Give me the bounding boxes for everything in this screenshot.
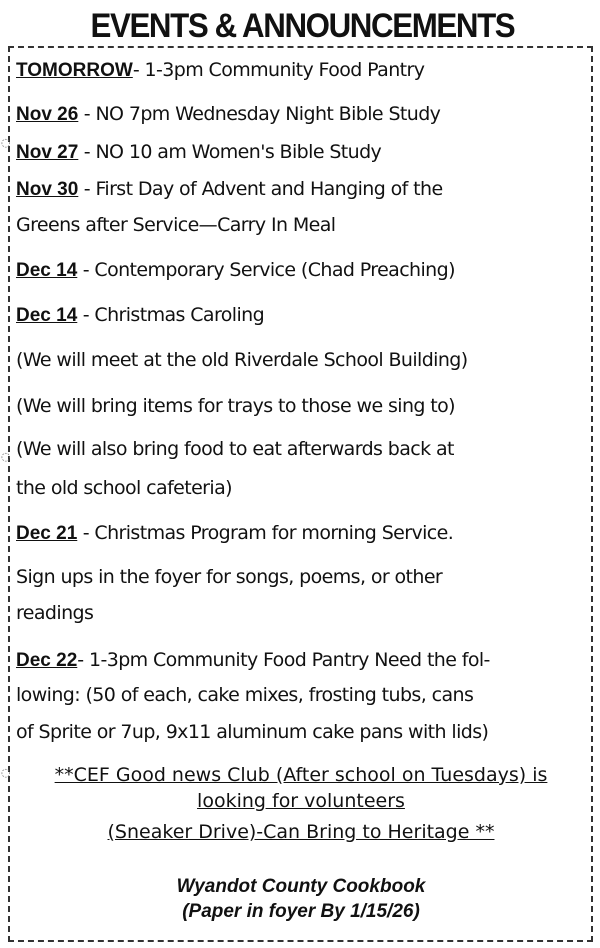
- event-date: Dec 14: [16, 305, 78, 326]
- event-text: - 1-3pm Community Food Pantry: [132, 59, 425, 81]
- signup-note: readings: [16, 602, 94, 624]
- cef-notice-line: looking for volunteers: [197, 790, 405, 812]
- event-text: - 1-3pm Community Food Pantry Need the fol-: [77, 649, 490, 671]
- event-dec-21: [16, 519, 453, 548]
- event-date: Dec 22: [16, 650, 78, 671]
- cookbook-note: (Paper in foyer By 1/15/26): [182, 901, 420, 922]
- caroling-note: the old school cafeteria): [16, 477, 232, 499]
- cookbook-title: Wyandot County Cookbook: [176, 876, 426, 897]
- event-dec-22-continued: lowing: (50 of each, cake mixes, frosting tubs, cans: [16, 684, 474, 706]
- event-text: - Contemporary Service (Chad Preaching): [77, 259, 455, 281]
- page-title: EVENTS & ANNOUNCEMENTS: [90, 7, 515, 45]
- event-date: Dec 14: [16, 260, 78, 281]
- event-dec-14-service: [16, 256, 455, 285]
- event-nov-26: [16, 100, 440, 129]
- event-date: TOMORROW: [16, 60, 133, 81]
- event-date: Nov 27: [16, 142, 79, 163]
- event-text: - First Day of Advent and Hanging of the: [78, 178, 443, 200]
- margin-mark: ◌: [1, 450, 11, 463]
- margin-mark: ◌: [1, 766, 11, 779]
- signup-note: Sign ups in the foyer for songs, poems, or other: [16, 566, 443, 588]
- caroling-note: (We will also bring food to eat afterwards back at: [16, 438, 454, 460]
- caroling-note: (We will meet at the old Riverdale School Building): [16, 349, 468, 371]
- event-nov-30: [16, 175, 443, 204]
- event-text: - Christmas Program for morning Service.: [77, 522, 454, 544]
- margin-mark: ◌: [1, 136, 11, 149]
- event-nov-30-continued: Greens after Service—Carry In Meal: [16, 214, 336, 236]
- event-date: Dec 21: [16, 523, 78, 544]
- event-dec-22: [16, 646, 490, 675]
- event-nov-27: [16, 138, 381, 167]
- event-text: - Christmas Caroling: [77, 304, 265, 326]
- cef-notice-line: **CEF Good news Club (After school on Tuesdays) is: [54, 764, 548, 786]
- event-tomorrow: [16, 56, 424, 85]
- event-text: - NO 7pm Wednesday Night Bible Study: [78, 103, 441, 125]
- event-date: Nov 30: [16, 179, 79, 200]
- event-dec-22-continued: of Sprite or 7up, 9x11 aluminum cake pans with lids): [16, 721, 489, 743]
- event-date: Nov 26: [16, 104, 79, 125]
- cef-notice-line: (Sneaker Drive)-Can Bring to Heritage **: [107, 821, 495, 843]
- caroling-note: (We will bring items for trays to those we sing to): [16, 395, 455, 417]
- event-dec-14-caroling: [16, 301, 264, 330]
- event-text: - NO 10 am Women's Bible Study: [78, 141, 382, 163]
